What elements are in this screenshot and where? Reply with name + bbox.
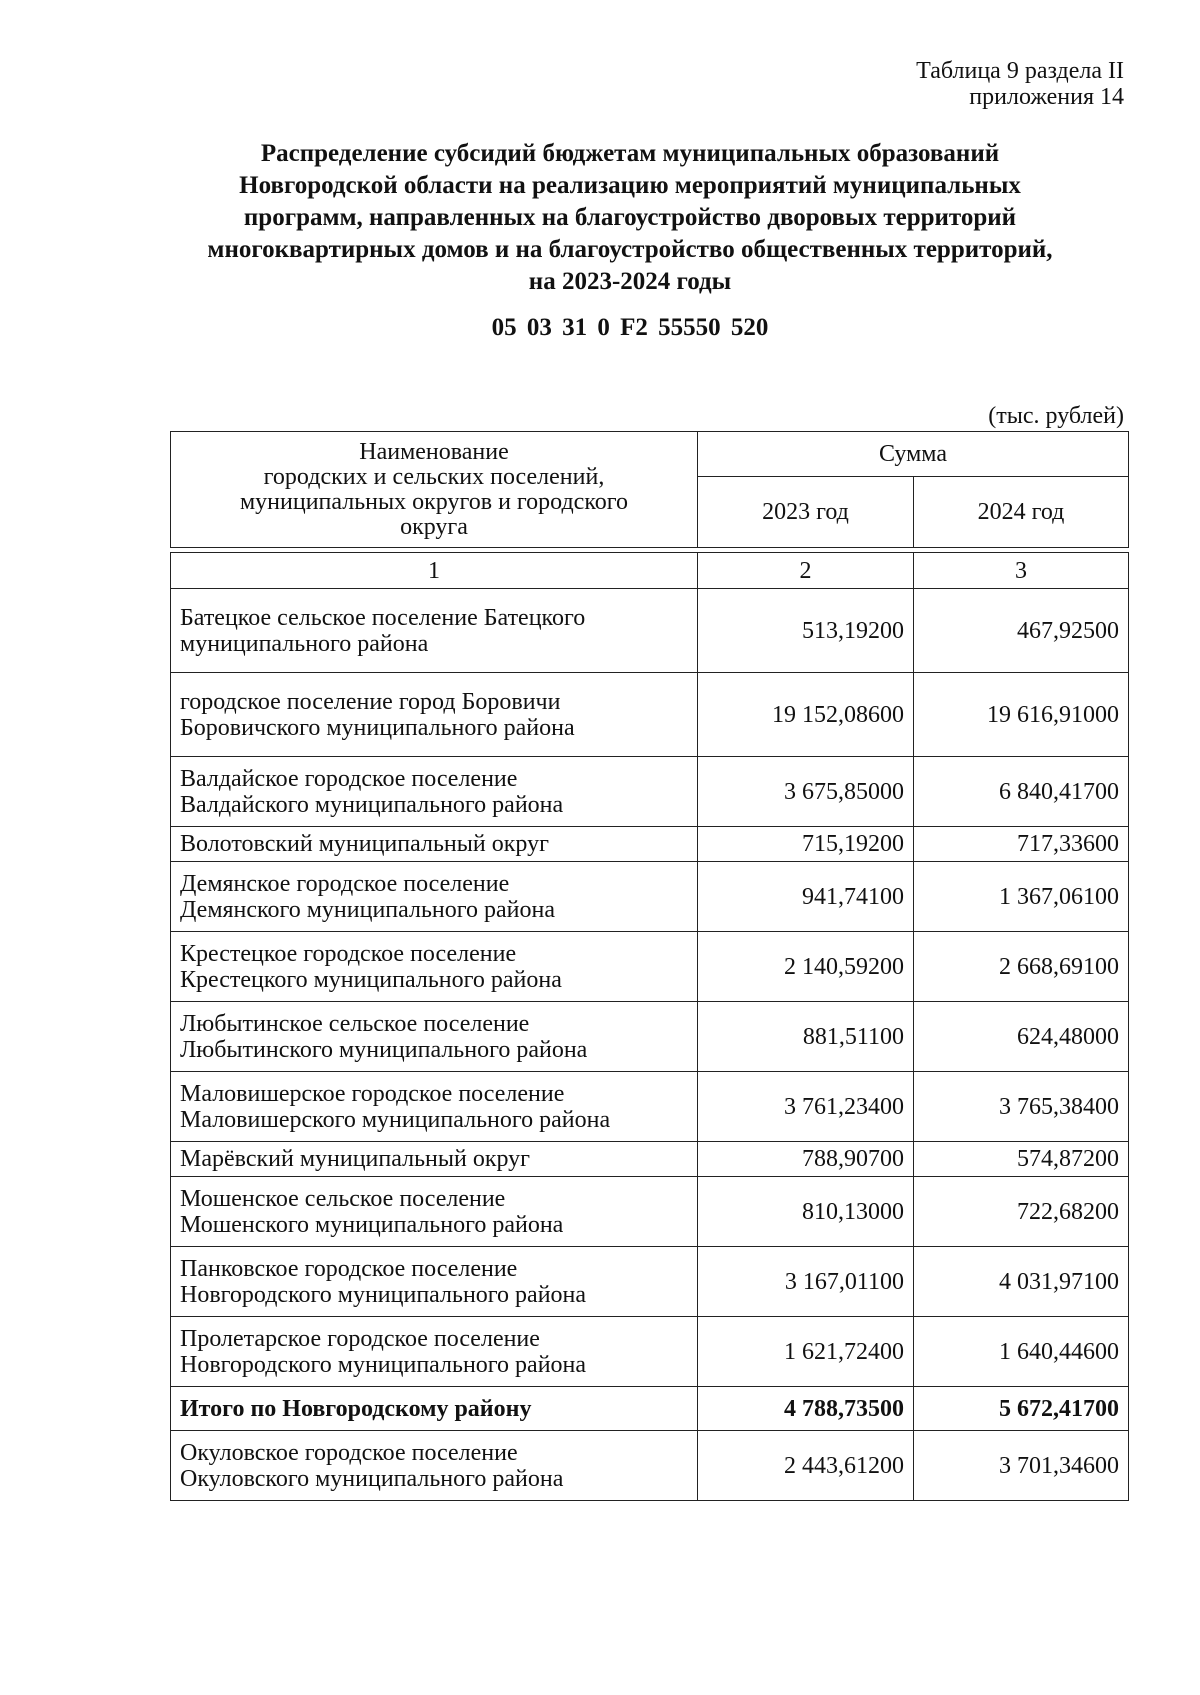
settlement-name <box>171 1177 698 1247</box>
amount-2024: 574,87200 <box>914 1142 1129 1177</box>
settlement-name <box>171 1317 698 1387</box>
table-row <box>171 589 1129 673</box>
table-row <box>171 932 1129 1002</box>
settlement-name <box>171 932 698 1002</box>
table-row <box>171 1177 1129 1247</box>
settlement-name-line-2: Демянского муниципального района <box>180 896 555 923</box>
table-row <box>171 1072 1129 1142</box>
settlement-name <box>171 1387 698 1431</box>
amount-2024: 1 640,44600 <box>914 1317 1129 1387</box>
table-row <box>171 1002 1129 1072</box>
amount-2023: 3 761,23400 <box>698 1072 914 1142</box>
table-row <box>171 1317 1129 1387</box>
table-row <box>171 1247 1129 1317</box>
settlement-name-line-1: Панковское городское поселение <box>180 1255 518 1282</box>
appendix-reference-line-1: Таблица 9 раздела II <box>916 58 1124 84</box>
settlement-name-line-2: Боровичского муниципального района <box>180 714 575 741</box>
settlement-name <box>171 862 698 932</box>
settlement-name-line-2: Маловишерского муниципального района <box>180 1106 611 1133</box>
amount-2023: 881,51100 <box>698 1002 914 1072</box>
title-line-1: Распределение субсидий бюджетам муниципальных образований <box>260 140 1000 167</box>
column-header-name-line-3: муниципальных округов и городского <box>239 488 629 515</box>
table-row <box>171 1387 1129 1431</box>
settlement-name <box>171 589 698 673</box>
settlement-name-line-2: Новгородского муниципального района <box>180 1351 587 1378</box>
amount-2023: 3 167,01100 <box>698 1247 914 1317</box>
amount-2024: 2 668,69100 <box>914 932 1129 1002</box>
amount-2024: 3 765,38400 <box>914 1072 1129 1142</box>
settlement-name-line-1: Валдайское городское поселение <box>180 765 518 792</box>
amount-2024: 5 672,41700 <box>914 1387 1129 1431</box>
title-line-5: на 2023-2024 годы <box>528 268 732 295</box>
amount-2023: 810,13000 <box>698 1177 914 1247</box>
table-row <box>171 673 1129 757</box>
settlement-name <box>171 1142 698 1177</box>
column-number: 1 <box>171 553 698 589</box>
settlement-name-line-1: Марёвский муниципальный округ <box>180 1146 531 1172</box>
unit-label: (тыс. рублей) <box>988 403 1124 429</box>
settlement-name-line-1: Маловишерское городское поселение <box>180 1080 565 1107</box>
appendix-reference <box>916 58 1124 110</box>
settlement-name <box>171 1002 698 1072</box>
amount-2023: 4 788,73500 <box>698 1387 914 1431</box>
appendix-reference-line-2: приложения 14 <box>969 84 1124 110</box>
settlement-name-line-2: Любытинского муниципального района <box>180 1036 588 1063</box>
amount-2023: 788,90700 <box>698 1142 914 1177</box>
amount-2023: 1 621,72400 <box>698 1317 914 1387</box>
settlement-name-line-1: Любытинское сельское поселение <box>180 1010 530 1037</box>
budget-classification-code: 05 03 31 0 F2 55550 520 <box>491 314 769 341</box>
amount-2023: 715,19200 <box>698 827 914 862</box>
amount-2024: 717,33600 <box>914 827 1129 862</box>
settlement-name-line-2: Мошенского муниципального района <box>180 1211 564 1238</box>
settlement-name <box>171 1072 698 1142</box>
table-row <box>171 1431 1129 1501</box>
settlement-name-line-1: Итого по Новгородскому району <box>180 1395 532 1422</box>
settlement-name-line-2: муниципального района <box>180 630 429 657</box>
amount-2023: 2 443,61200 <box>698 1431 914 1501</box>
settlement-name-line-1: Батецкое сельское поселение Батецкого <box>180 604 586 631</box>
settlement-name-line-1: Крестецкое городское поселение <box>180 940 517 967</box>
title-line-3: программ, направленных на благоустройство дворовых территорий <box>243 204 1017 231</box>
table-row <box>171 757 1129 827</box>
amount-2023: 19 152,08600 <box>698 673 914 757</box>
table-row <box>171 862 1129 932</box>
amount-2023: 941,74100 <box>698 862 914 932</box>
column-number: 3 <box>914 553 1129 589</box>
column-header-sum: Сумма <box>698 432 1129 477</box>
title-line-2: Новгородской области на реализацию мероприятий муниципальных <box>239 172 1021 199</box>
settlement-name-line-1: Окуловское городское поселение <box>180 1439 518 1466</box>
table-row <box>171 827 1129 862</box>
settlement-name <box>171 673 698 757</box>
settlement-name <box>171 1431 698 1501</box>
column-numbers-row <box>171 553 1129 589</box>
amount-2024: 3 701,34600 <box>914 1431 1129 1501</box>
table-body <box>171 548 1129 1501</box>
column-header-name-line-1: Наименование <box>359 438 509 465</box>
settlement-name-line-2: Окуловского муниципального района <box>180 1465 564 1492</box>
settlement-name-line-1: Волотовский муниципальный округ <box>180 831 549 857</box>
settlement-name <box>171 757 698 827</box>
amount-2023: 513,19200 <box>698 589 914 673</box>
settlement-name-line-2: Крестецкого муниципального района <box>180 966 562 993</box>
column-header-name <box>171 432 698 548</box>
settlement-name <box>171 827 698 862</box>
column-header-name-line-4: округа <box>400 513 468 540</box>
amount-2024: 624,48000 <box>914 1002 1129 1072</box>
amount-2024: 4 031,97100 <box>914 1247 1129 1317</box>
subsidy-table <box>170 431 1129 1501</box>
amount-2024: 1 367,06100 <box>914 862 1129 932</box>
column-header-2023: 2023 год <box>698 477 914 548</box>
title-line-4: многоквартирных домов и на благоустройство общественных территорий, <box>207 236 1053 263</box>
column-header-2024: 2024 год <box>914 477 1129 548</box>
document-title <box>150 138 1110 298</box>
settlement-name-line-1: Демянское городское поселение <box>180 870 510 897</box>
settlement-name-line-1: городское поселение город Боровичи <box>180 688 561 715</box>
settlement-name-line-2: Валдайского муниципального района <box>180 791 564 818</box>
table-header-row <box>171 432 1129 477</box>
settlement-name-line-1: Мошенское сельское поселение <box>180 1185 506 1212</box>
settlement-name <box>171 1247 698 1317</box>
amount-2024: 722,68200 <box>914 1177 1129 1247</box>
column-number: 2 <box>698 553 914 589</box>
amount-2023: 3 675,85000 <box>698 757 914 827</box>
amount-2024: 19 616,91000 <box>914 673 1129 757</box>
amount-2023: 2 140,59200 <box>698 932 914 1002</box>
column-header-name-line-2: городских и сельских поселений, <box>263 463 605 490</box>
settlement-name-line-1: Пролетарское городское поселение <box>180 1325 540 1352</box>
amount-2024: 467,92500 <box>914 589 1129 673</box>
amount-2024: 6 840,41700 <box>914 757 1129 827</box>
settlement-name-line-2: Новгородского муниципального района <box>180 1281 587 1308</box>
table-row <box>171 1142 1129 1177</box>
